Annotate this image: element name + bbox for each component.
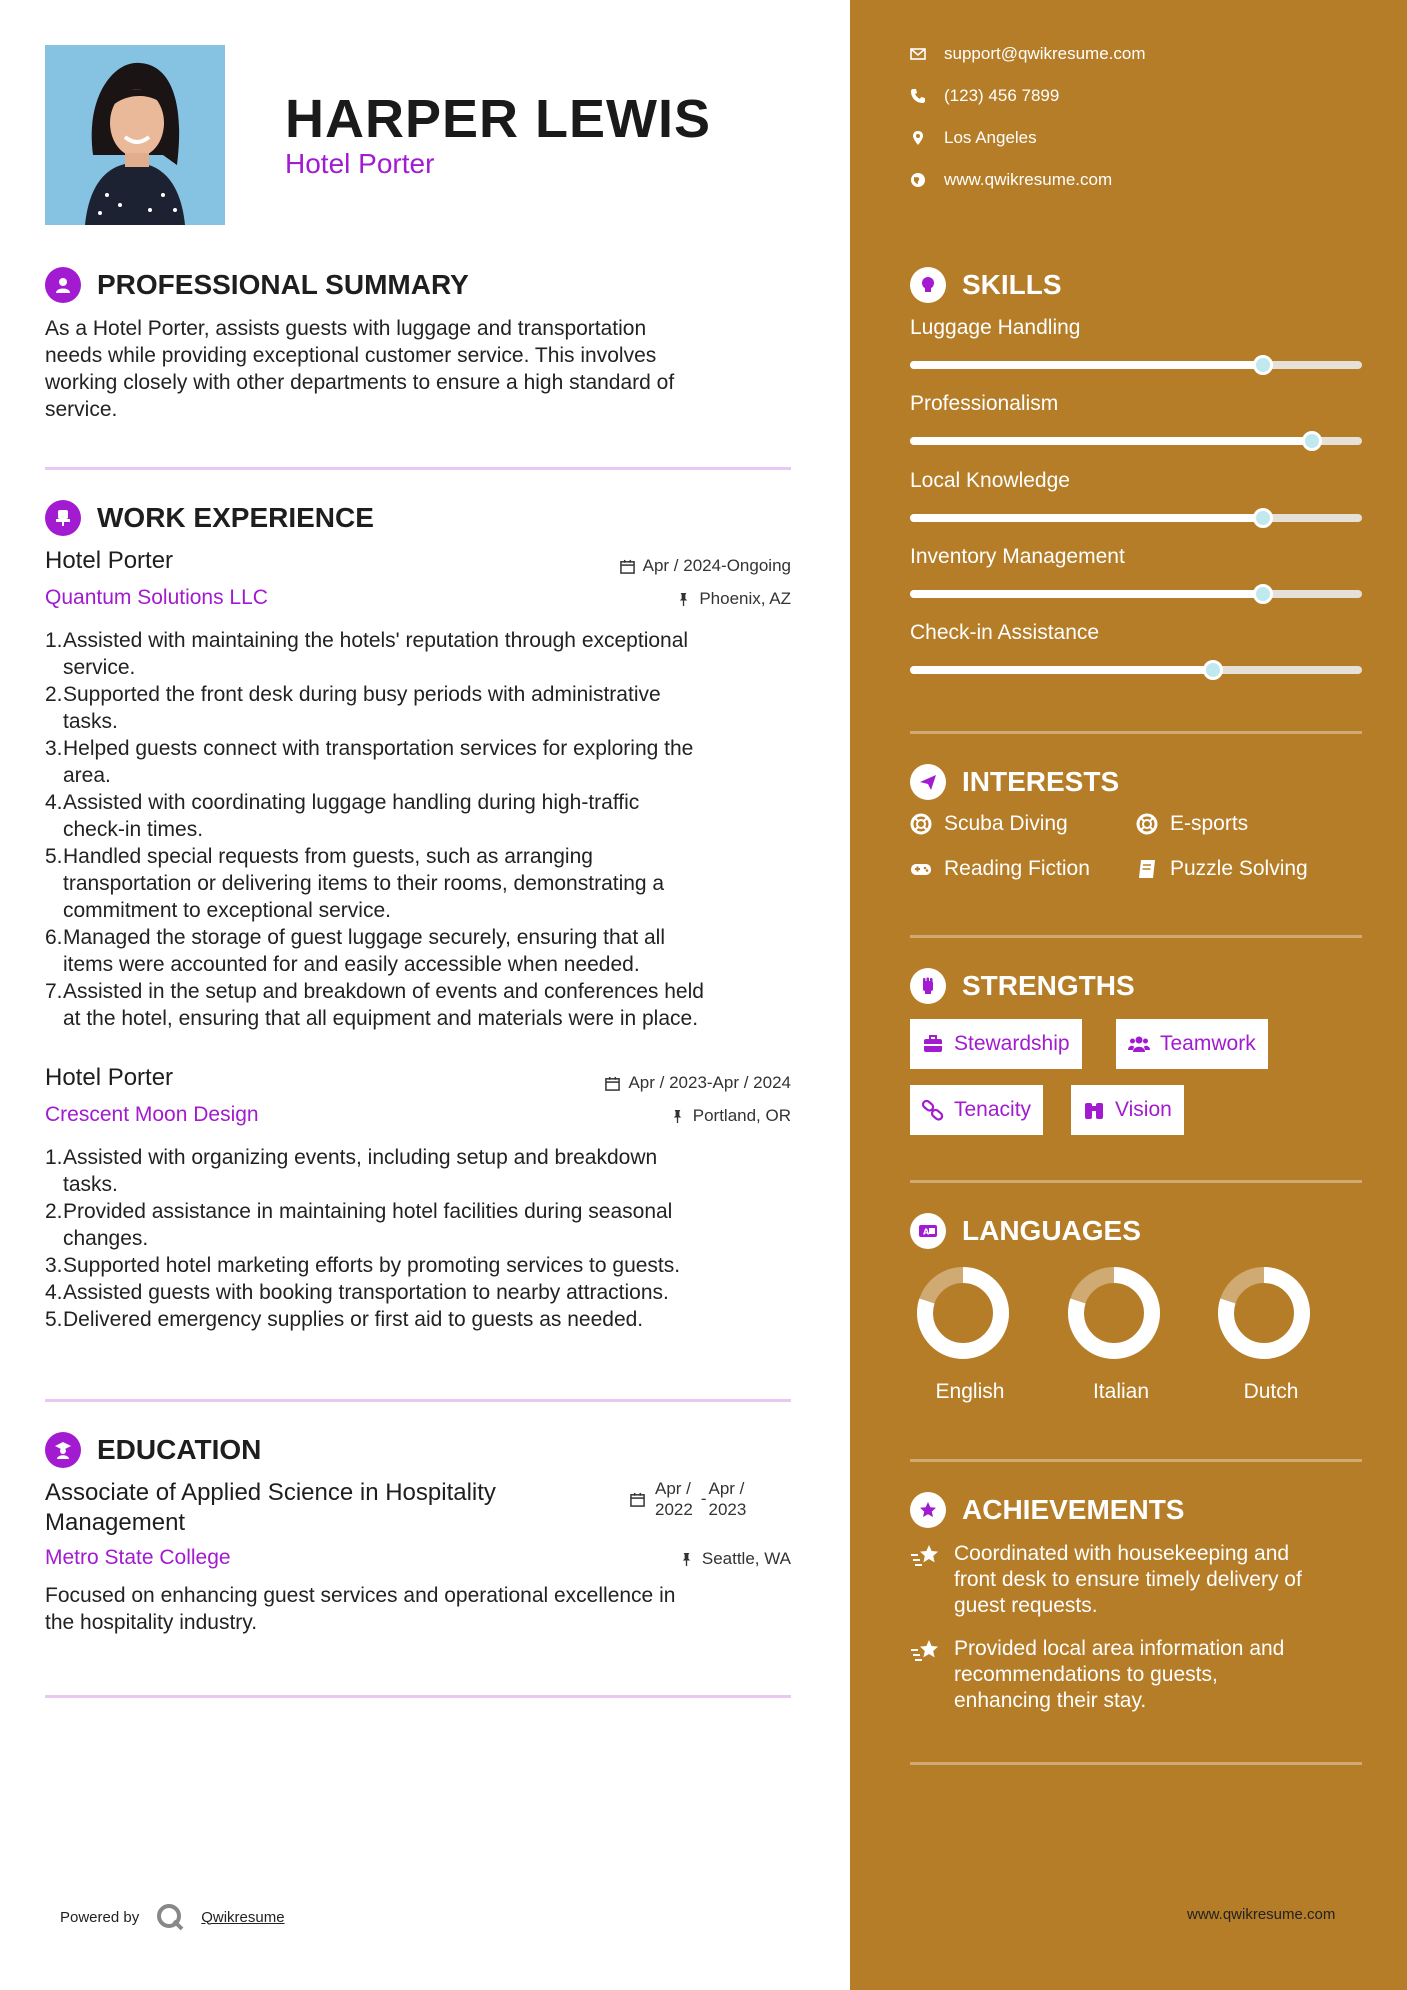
phone-icon	[910, 88, 926, 104]
gamepad-icon	[910, 858, 932, 880]
section-divider	[910, 1459, 1362, 1462]
job-duties-list	[45, 1144, 795, 1333]
lifebuoy-icon	[910, 813, 932, 835]
language-label: Dutch	[1243, 1380, 1299, 1403]
book-icon	[1136, 858, 1158, 880]
list-item: 2. Provided assistance in maintaining hotel facilities during seasonal	[45, 1200, 673, 1223]
skill-knob	[1253, 355, 1273, 375]
users-icon	[1128, 1033, 1150, 1055]
job-dates: Apr / 2023-Apr / 2024	[605, 1073, 791, 1093]
language-donut	[916, 1266, 1010, 1360]
section-divider	[45, 1399, 791, 1402]
section-divider	[910, 731, 1362, 734]
contact-website[interactable]: www.qwikresume.com	[910, 170, 1112, 190]
calendar-icon	[620, 559, 635, 574]
skill-fill	[910, 361, 1263, 369]
shooting-star-icon	[910, 1543, 942, 1571]
paper-plane-icon	[910, 764, 946, 800]
list-item: transportation or delivering items to their rooms, demonstrating a	[63, 872, 665, 895]
interest-item: Reading Fiction	[910, 857, 1090, 881]
job-title: Hotel Porter	[45, 547, 174, 574]
education-location: Seattle, WA	[679, 1549, 791, 1569]
skill-name: Luggage Handling	[910, 316, 1081, 339]
svg-text:A: A	[923, 1227, 930, 1237]
skill-name: Local Knowledge	[910, 469, 1070, 492]
section-divider	[910, 1180, 1362, 1183]
chair-icon	[45, 500, 81, 536]
list-item: 3. Helped guests connect with transportation services for exploring the	[45, 737, 694, 760]
skills-heading: SKILLS	[910, 267, 1062, 303]
interests-heading: INTERESTS	[910, 764, 1119, 800]
job-location: Phoenix, AZ	[676, 589, 791, 609]
shooting-star-icon	[910, 1638, 942, 1666]
pin-icon	[679, 1552, 694, 1567]
language-donut	[1217, 1266, 1311, 1360]
skill-bar	[910, 666, 1362, 674]
list-item: tasks.	[63, 710, 118, 733]
education-description: Focused on enhancing guest services and operational excellence in the hospitality industry.	[45, 1584, 676, 1634]
pin-icon	[670, 1109, 685, 1124]
candidate-name: HARPER LEWIS	[285, 89, 712, 149]
skill-knob	[1253, 508, 1273, 528]
skill-bar	[910, 590, 1362, 598]
skill-name: Inventory Management	[910, 545, 1125, 568]
strengths-heading: STRENGTHS	[910, 968, 1135, 1004]
skill-knob	[1302, 431, 1322, 451]
star-badge-icon	[910, 1492, 946, 1528]
contact-email[interactable]: support@qwikresume.com	[910, 44, 1146, 64]
link-icon	[922, 1099, 944, 1121]
achievement-item: Coordinated with housekeeping and front desk to ensure timely delivery of guest requests.	[910, 1541, 1360, 1619]
skill-knob	[1253, 584, 1273, 604]
list-item: 1. Assisted with organizing events, including setup and breakdown	[45, 1146, 658, 1169]
profile-photo	[45, 45, 225, 225]
powered-by: Powered by Qwikresume	[60, 1902, 285, 1932]
list-item: at the hotel, ensuring that all equipment and materials were in place.	[63, 1007, 699, 1030]
job-duties-list	[45, 627, 795, 1032]
job-location: Portland, OR	[670, 1106, 791, 1126]
strength-chip: Stewardship	[910, 1019, 1082, 1069]
list-item: changes.	[63, 1227, 149, 1250]
list-item: 6. Managed the storage of guest luggage securely, ensuring that all	[45, 926, 666, 949]
binoculars-icon	[1083, 1099, 1105, 1121]
globe-icon	[910, 172, 926, 188]
skill-bar	[910, 514, 1362, 522]
fist-icon	[910, 968, 946, 1004]
list-item: 5. Handled special requests from guests, such as arranging	[45, 845, 593, 868]
skill-bar	[910, 437, 1362, 445]
skill-name: Check-in Assistance	[910, 621, 1100, 644]
list-item: 4. Assisted with coordinating luggage handling during high-traffic	[45, 791, 640, 814]
person-icon	[45, 267, 81, 303]
degree-title: Associate of Applied Science in Hospitality Management	[45, 1479, 496, 1536]
contact-location: Los Angeles	[910, 128, 1037, 148]
interest-item: E-sports	[1136, 812, 1248, 836]
skill-fill	[910, 514, 1263, 522]
translate-icon	[910, 1213, 946, 1249]
achievement-item: Provided local area information and recommendations to guests, enhancing their stay.	[910, 1636, 1360, 1714]
pin-icon	[676, 592, 691, 607]
skill-name: Professionalism	[910, 392, 1059, 415]
language-label: Italian	[1092, 1380, 1150, 1403]
strength-chip: Tenacity	[910, 1085, 1043, 1135]
interest-item: Puzzle Solving	[1136, 857, 1308, 881]
qwikresume-logo-icon	[155, 1902, 185, 1932]
school-name: Metro State College	[45, 1546, 231, 1569]
skill-fill	[910, 666, 1213, 674]
graduate-icon	[45, 1432, 81, 1468]
list-item: 5. Delivered emergency supplies or first aid to guests as needed.	[45, 1308, 644, 1331]
list-item: check-in times.	[63, 818, 204, 841]
achievements-heading: ACHIEVEMENTS	[910, 1492, 1184, 1528]
strength-chip: Vision	[1071, 1085, 1184, 1135]
skill-fill	[910, 590, 1263, 598]
list-item: 3. Supported hotel marketing efforts by promoting services to guests.	[45, 1254, 681, 1277]
contact-phone[interactable]: (123) 456 7899	[910, 86, 1059, 106]
job-company: Quantum Solutions LLC	[45, 586, 268, 609]
languages-heading: A LANGUAGES	[910, 1213, 1141, 1249]
language-label: English	[935, 1380, 1005, 1403]
briefcase-icon	[922, 1033, 944, 1055]
section-divider	[910, 1762, 1362, 1765]
candidate-role: Hotel Porter	[285, 148, 435, 179]
skill-fill	[910, 437, 1312, 445]
calendar-icon	[630, 1492, 645, 1507]
list-item: commitment to exceptional service.	[63, 899, 391, 922]
section-divider	[45, 1695, 791, 1698]
summary-text: As a Hotel Porter, assists guests with luggage and transportation needs while providing exceptional customer service. This involves working closely with other departments to ensure a high standard of service.	[45, 317, 675, 421]
summary-heading: PROFESSIONAL SUMMARY	[45, 267, 469, 303]
skill-bar	[910, 361, 1362, 369]
map-marker-icon	[910, 130, 926, 146]
job-dates: Apr / 2024-Ongoing	[620, 556, 791, 576]
interest-item: Scuba Diving	[910, 812, 1068, 836]
footer-website[interactable]: www.qwikresume.com	[1187, 1906, 1336, 1923]
list-item: tasks.	[63, 1173, 118, 1196]
list-item: 4. Assisted guests with booking transportation to nearby attractions.	[45, 1281, 669, 1304]
list-item: service.	[63, 656, 136, 679]
envelope-icon	[910, 46, 926, 62]
list-item: 1. Assisted with maintaining the hotels' reputation through exceptional	[45, 629, 689, 652]
calendar-icon	[605, 1076, 620, 1091]
education-heading: EDUCATION	[45, 1432, 261, 1468]
qwikresume-link[interactable]: Qwikresume	[201, 1908, 285, 1926]
lifebuoy-icon	[1136, 813, 1158, 835]
list-item: items were accounted for and easily accessible when needed.	[63, 953, 640, 976]
experience-heading: WORK EXPERIENCE	[45, 500, 374, 536]
job-company: Crescent Moon Design	[45, 1103, 259, 1126]
job-title: Hotel Porter	[45, 1064, 174, 1091]
education-dates: Apr / 2022 - Apr / 2023	[630, 1478, 746, 1520]
language-donut	[1067, 1266, 1161, 1360]
lightbulb-icon	[910, 267, 946, 303]
strength-chip: Teamwork	[1116, 1019, 1268, 1069]
list-item: 7. Assisted in the setup and breakdown of events and conferences held	[45, 980, 704, 1003]
skill-knob	[1203, 660, 1223, 680]
section-divider	[910, 935, 1362, 938]
section-divider	[45, 467, 791, 470]
list-item: area.	[63, 764, 111, 787]
list-item: 2. Supported the front desk during busy periods with administrative	[45, 683, 661, 706]
